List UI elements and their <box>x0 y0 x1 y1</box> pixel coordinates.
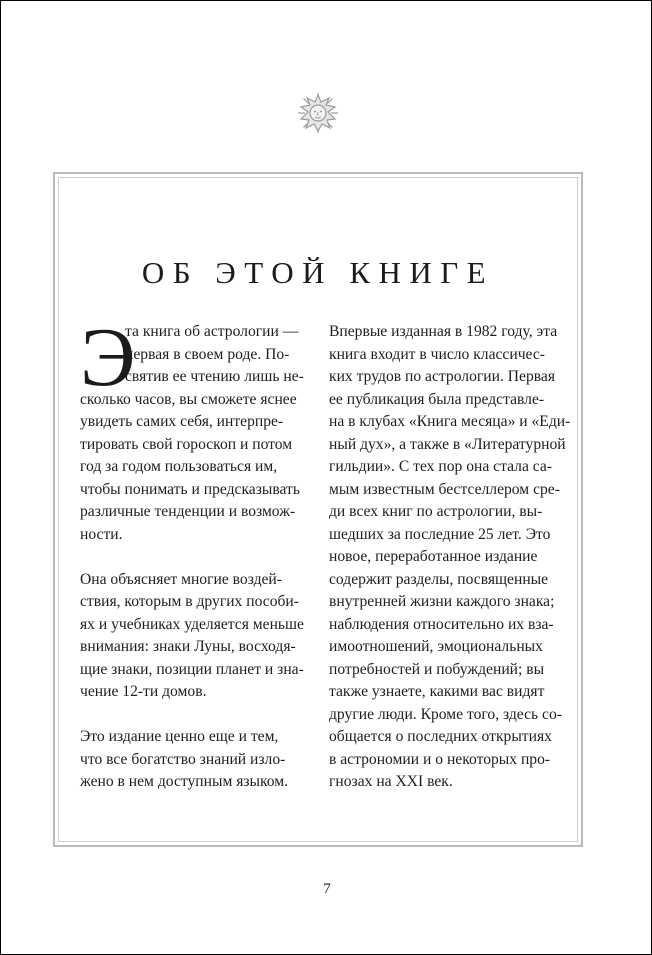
text-line: потребностей и побуждений; вы <box>329 660 545 678</box>
text-line: Это издание ценно еще и тем, <box>80 728 279 745</box>
text-line: на в клубах «Книга месяца» и «Еди- <box>329 413 571 430</box>
left-column <box>80 311 305 816</box>
paragraph-influences <box>80 569 305 704</box>
text-line: год за годом пользоваться им, <box>80 458 278 475</box>
text-line: та книга об астрологии — <box>125 323 299 340</box>
right-column <box>329 321 571 816</box>
text-line: тировать свой гороскоп и потом <box>80 435 293 453</box>
text-line: ях и учебниках уделяется меньше <box>80 615 304 633</box>
text-line: жено в нем доступным языком. <box>80 773 289 790</box>
text-line: общается о последних открытиях <box>329 728 552 745</box>
text-line: Она объясняет многие воздей- <box>80 570 282 588</box>
text-line: имоотношений, эмоциональных <box>329 638 543 655</box>
text-line: также узнаете, какими вас видят <box>329 683 545 700</box>
text-line: увидеть самих себя, интерпре- <box>80 413 284 430</box>
text-line: святив ее чтению лишь не- <box>125 368 304 385</box>
text-line: ствия, которым в других пособи- <box>80 593 299 610</box>
text-line: что все богатство знаний изло- <box>80 750 286 768</box>
text-line: ее публикация была представле- <box>329 390 545 408</box>
text-line: Впервые изданная в 1982 году, эта <box>329 323 558 340</box>
paragraph-history <box>329 321 571 794</box>
sun-face-icon <box>297 92 339 134</box>
text-line: внутренней жизни каждого знака; <box>329 593 555 610</box>
text-line: первая в своем роде. По- <box>125 345 290 363</box>
text-line: ности. <box>80 525 123 543</box>
text-line: содержит разделы, посвященные <box>329 570 549 588</box>
text-line: гнозах на XXI век. <box>329 773 453 790</box>
text-line: сколько часов, вы сможете яснее <box>80 390 297 408</box>
text-line: наблюдения относительно их вза- <box>329 615 554 633</box>
text-line: различные тенденции и возмож- <box>80 503 296 520</box>
text-line: ких трудов по астрологии. Первая <box>329 368 555 385</box>
text-line: мым известным бестселлером сре- <box>329 480 560 498</box>
page-number: 7 <box>323 881 331 897</box>
text-line: чение 12-ти домов. <box>80 683 207 700</box>
text-line: гильдии». С тех пор она стала са- <box>329 458 552 475</box>
text-line: чтобы понимать и предсказывать <box>80 480 300 498</box>
text-line: в астрономии и о некоторых про- <box>329 750 551 768</box>
text-line: шедших за последние 25 лет. Это <box>329 525 551 543</box>
text-line: внимания: знаки Луны, восходя- <box>80 638 296 655</box>
page-title: ОБ ЭТОЙ КНИГЕ <box>141 255 495 290</box>
text-line: щие знаки, позиции планет и зна- <box>80 660 304 678</box>
paragraph-value <box>80 726 305 794</box>
paragraph-intro <box>80 311 305 546</box>
drop-cap: Э <box>80 311 136 404</box>
text-line: ди всех книг по астрологии, вы- <box>329 503 543 520</box>
text-line: другие люди. Кроме того, здесь со- <box>329 705 562 723</box>
text-line: новое, переработанное издание <box>329 548 538 565</box>
text-line: книга входит в число классичес- <box>329 345 545 363</box>
text-line: ный дух», а также в «Литературной <box>329 435 566 453</box>
